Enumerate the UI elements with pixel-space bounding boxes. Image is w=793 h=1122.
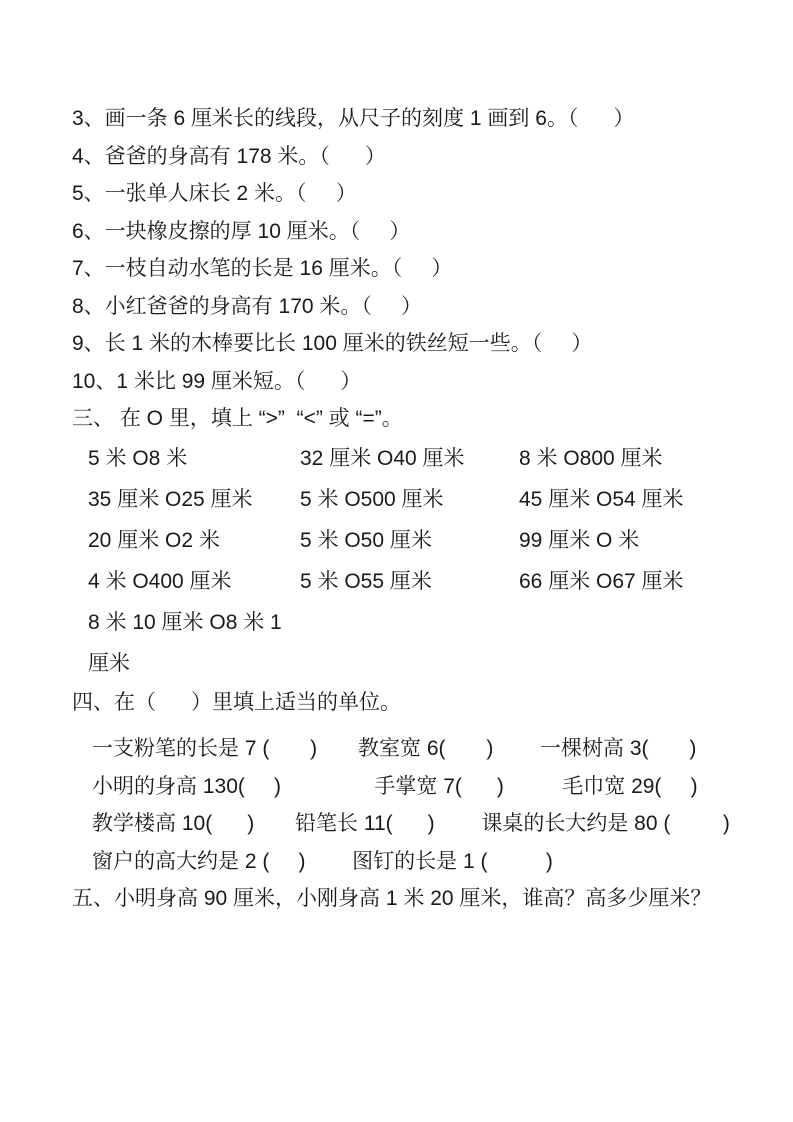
judge-question-4: 4、爸爸的身高有 178 米。（ ） [72,144,386,168]
comparison-cell: 5 米 O55 厘米 [300,570,432,593]
judge-question-6: 6、一块橡皮擦的厚 10 厘米。（ ） [72,219,411,243]
judge-question-8: 8、小红爸爸的身高有 170 米。（ ） [72,294,423,318]
comparison-cell: 8 米 10 厘米 O8 米 1 厘米 [88,611,288,675]
comparison-cell: 35 厘米 O25 厘米 [88,488,253,511]
comparison-cell: 5 米 O8 米 [88,447,188,470]
comparison-cell: 20 厘米 O2 米 [88,529,220,552]
section-four-heading: 四、在（ ）里填上适当的单位。 [72,691,402,714]
comparison-cell: 5 米 O500 厘米 [300,488,444,511]
judge-question-3: 3、画一条 6 厘米长的线段，从尺子的刻度 1 画到 6。（ ） [72,107,635,130]
comparison-cell: 45 厘米 O54 厘米 [519,488,684,511]
comparison-cell: 8 米 O800 厘米 [519,447,663,470]
judge-question-10: 10、1 米比 99 厘米短。（ ） [72,369,362,393]
section-five-problem: 五、小明身高 90 厘米，小刚身高 1 米 20 厘米，谁高？高多少厘米？ [72,887,712,910]
comparison-cell: 99 厘米 O 米 [519,529,640,552]
unit-fill-line: 窗户的高大约是 2 ( ) 图钉的长是 1 ( ) [92,849,553,873]
comparison-row [88,438,753,479]
judge-question-7: 7、一枝自动水笔的长是 16 厘米。（ ） [72,257,453,280]
section-three-heading: 三、 在 O 里，填上 “>” “<” 或 “=”。 [72,407,403,430]
unit-fill-line: 小明的身高 130( ) 手掌宽 7( ) 毛巾宽 29( ) [92,774,698,798]
unit-fill-line: 教学楼高 10( ) 铅笔长 11( ) 课桌的长大约是 80 ( ) [92,812,730,835]
unit-fill-line: 一支粉笔的长是 7 ( ) 教室宽 6( ) 一棵树高 3( ) [92,737,697,760]
comparison-row [88,520,753,561]
judge-question-9: 9、长 1 米的木棒要比长 100 厘米的铁丝短一些。（ ） [72,332,593,355]
comparison-row [88,602,753,684]
comparison-cell: 66 厘米 O67 厘米 [519,570,684,593]
judge-question-5: 5、一张单人床长 2 米。（ ） [72,182,357,205]
comparison-row [88,561,753,602]
comparison-cell: 5 米 O50 厘米 [300,529,432,552]
comparison-cell: 32 厘米 O40 厘米 [300,447,465,470]
comparison-row [88,479,753,520]
comparison-cell: 4 米 O400 厘米 [88,570,232,593]
